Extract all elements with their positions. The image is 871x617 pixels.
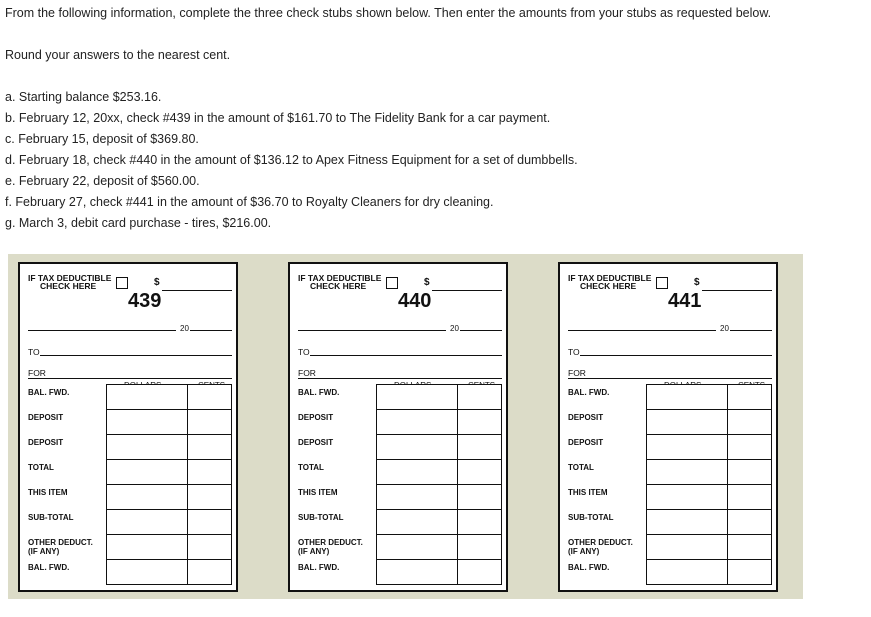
to-label: TO — [568, 347, 580, 357]
for-line[interactable] — [298, 378, 502, 379]
check-stub-439 — [18, 262, 238, 592]
row-label: DEPOSIT — [28, 438, 64, 447]
dollars-input[interactable] — [646, 559, 728, 585]
row-label: TOTAL — [298, 463, 324, 472]
cents-input[interactable] — [187, 509, 232, 535]
item-b: b. February 12, 20xx, check #439 in the amount of $161.70 to The Fidelity Bank for a car payment. — [5, 111, 551, 125]
cents-input[interactable] — [457, 434, 502, 460]
dollars-input[interactable] — [106, 509, 188, 535]
row-label: BAL. FWD. — [568, 388, 610, 397]
tax-deductible-checkbox[interactable] — [656, 277, 668, 289]
dollar-sign: $ — [424, 277, 430, 288]
for-line[interactable] — [28, 378, 232, 379]
dollars-input[interactable] — [106, 559, 188, 585]
dollars-input[interactable] — [376, 559, 458, 585]
row-label: SUB-TOTAL — [28, 513, 74, 522]
date-line[interactable] — [568, 330, 716, 331]
row-label: BAL. FWD. — [298, 563, 340, 572]
row-label: THIS ITEM — [298, 488, 338, 497]
to-label: TO — [28, 347, 40, 357]
to-line[interactable] — [310, 355, 502, 356]
row-label: BAL. FWD. — [28, 388, 70, 397]
cents-input[interactable] — [457, 559, 502, 585]
row-label: THIS ITEM — [28, 488, 68, 497]
dollars-input[interactable] — [376, 509, 458, 535]
dollars-input[interactable] — [376, 459, 458, 485]
row-label: OTHER DEDUCT. (IF ANY) — [28, 538, 93, 556]
cents-input[interactable] — [187, 559, 232, 585]
for-line[interactable] — [568, 378, 772, 379]
cents-input[interactable] — [187, 534, 232, 560]
cents-input[interactable] — [727, 509, 772, 535]
to-label: TO — [298, 347, 310, 357]
dollars-input[interactable] — [646, 434, 728, 460]
cents-input[interactable] — [457, 484, 502, 510]
dollars-input[interactable] — [106, 434, 188, 460]
cents-input[interactable] — [727, 559, 772, 585]
dollars-input[interactable] — [106, 459, 188, 485]
dollars-input[interactable] — [376, 484, 458, 510]
date-line[interactable] — [298, 330, 446, 331]
row-label: BAL. FWD. — [28, 563, 70, 572]
intro-text: From the following information, complete the three check stubs shown below. Then enter the amounts from your stubs as requested below. — [5, 6, 772, 20]
dollar-sign: $ — [154, 277, 160, 288]
item-c: c. February 15, deposit of $369.80. — [5, 132, 199, 146]
year-line[interactable] — [730, 330, 772, 331]
row-label: SUB-TOTAL — [298, 513, 344, 522]
dollars-input[interactable] — [106, 384, 188, 410]
cents-input[interactable] — [457, 409, 502, 435]
cents-input[interactable] — [457, 384, 502, 410]
check-here-label: CHECK HERE — [310, 281, 367, 291]
row-label: OTHER DEDUCT. (IF ANY) — [568, 538, 633, 556]
dollars-input[interactable] — [106, 534, 188, 560]
for-label: FOR — [568, 368, 586, 378]
dollars-input[interactable] — [376, 434, 458, 460]
item-e: e. February 22, deposit of $560.00. — [5, 174, 200, 188]
round-note: Round your answers to the nearest cent. — [5, 48, 231, 62]
row-label: DEPOSIT — [568, 413, 604, 422]
cents-input[interactable] — [727, 409, 772, 435]
dollar-sign: $ — [694, 277, 700, 288]
item-g: g. March 3, debit card purchase - tires, $216.00. — [5, 216, 272, 230]
cents-input[interactable] — [727, 534, 772, 560]
year-label: 20 — [720, 324, 729, 333]
item-d: d. February 18, check #440 in the amount of $136.12 to Apex Fitness Equipment for a set of dumbbells. — [5, 153, 578, 167]
row-label: DEPOSIT — [28, 413, 64, 422]
date-line[interactable] — [28, 330, 176, 331]
check-number: 439 — [128, 290, 162, 312]
dollars-input[interactable] — [646, 534, 728, 560]
dollars-input[interactable] — [646, 459, 728, 485]
dollars-input[interactable] — [646, 509, 728, 535]
cents-input[interactable] — [187, 384, 232, 410]
cents-input[interactable] — [457, 459, 502, 485]
for-label: FOR — [28, 368, 46, 378]
cents-input[interactable] — [187, 434, 232, 460]
cents-input[interactable] — [187, 484, 232, 510]
tax-deductible-checkbox[interactable] — [386, 277, 398, 289]
row-label: BAL. FWD. — [298, 388, 340, 397]
amount-line[interactable] — [702, 290, 772, 291]
to-line[interactable] — [580, 355, 772, 356]
item-f: f. February 27, check #441 in the amount of $36.70 to Royalty Cleaners for dry cleaning. — [5, 195, 494, 209]
dollars-input[interactable] — [376, 384, 458, 410]
row-label: OTHER DEDUCT. (IF ANY) — [298, 538, 363, 556]
cents-input[interactable] — [457, 509, 502, 535]
row-label: THIS ITEM — [568, 488, 608, 497]
dollars-input[interactable] — [646, 409, 728, 435]
row-label: BAL. FWD. — [568, 563, 610, 572]
amount-line[interactable] — [432, 290, 502, 291]
cents-input[interactable] — [727, 484, 772, 510]
cents-input[interactable] — [457, 534, 502, 560]
dollars-input[interactable] — [646, 384, 728, 410]
dollars-input[interactable] — [376, 534, 458, 560]
row-label: TOTAL — [28, 463, 54, 472]
year-line[interactable] — [460, 330, 502, 331]
row-label: DEPOSIT — [298, 438, 334, 447]
check-stub-440 — [288, 262, 508, 592]
check-stub-441 — [558, 262, 778, 592]
dollars-input[interactable] — [106, 484, 188, 510]
cents-input[interactable] — [727, 384, 772, 410]
row-label: DEPOSIT — [568, 438, 604, 447]
cents-input[interactable] — [187, 459, 232, 485]
tax-deductible-label: IF TAX DEDUCTIBLE — [568, 273, 652, 283]
tax-deductible-checkbox[interactable] — [116, 277, 128, 289]
check-number: 441 — [668, 290, 702, 312]
year-line[interactable] — [190, 330, 232, 331]
dollars-input[interactable] — [646, 484, 728, 510]
year-label: 20 — [450, 324, 459, 333]
row-label: SUB-TOTAL — [568, 513, 614, 522]
check-stub-board — [8, 254, 803, 599]
dollars-input[interactable] — [106, 409, 188, 435]
tax-deductible-label: IF TAX DEDUCTIBLE — [28, 273, 112, 283]
to-line[interactable] — [40, 355, 232, 356]
check-number: 440 — [398, 290, 432, 312]
row-label: TOTAL — [568, 463, 594, 472]
item-a: a. Starting balance $253.16. — [5, 90, 162, 104]
tax-deductible-label: IF TAX DEDUCTIBLE — [298, 273, 382, 283]
for-label: FOR — [298, 368, 316, 378]
amount-line[interactable] — [162, 290, 232, 291]
cents-input[interactable] — [187, 409, 232, 435]
check-here-label: CHECK HERE — [40, 281, 97, 291]
cents-input[interactable] — [727, 459, 772, 485]
year-label: 20 — [180, 324, 189, 333]
dollars-input[interactable] — [376, 409, 458, 435]
cents-input[interactable] — [727, 434, 772, 460]
row-label: DEPOSIT — [298, 413, 334, 422]
check-here-label: CHECK HERE — [580, 281, 637, 291]
